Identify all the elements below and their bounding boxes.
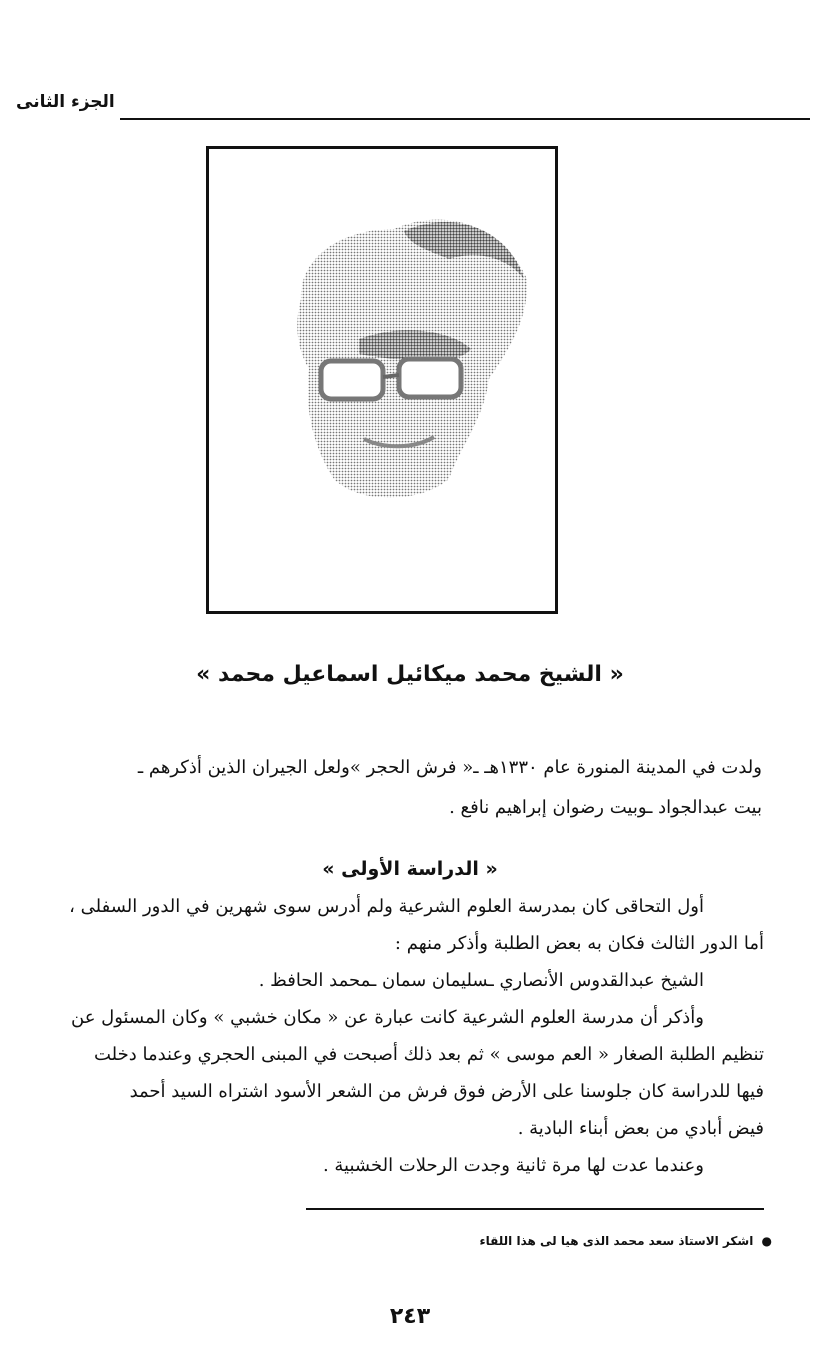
paragraph-line: وعندما عدت لها مرة ثانية وجدت الرحلات الخشبية . — [322, 1155, 704, 1176]
photo-caption: « الشيخ محمد ميكائيل اسماعيل محمد » — [196, 662, 624, 687]
footnote-bullet-icon: ● — [761, 1234, 772, 1248]
paragraph-line: أما الدور الثالث فكان به بعض الطلبة وأذكر منهم : — [394, 933, 764, 954]
page-number: ٢٤٣ — [389, 1304, 431, 1329]
page-header — [12, 90, 810, 124]
header-title: الجزء الثانى — [16, 92, 115, 112]
paragraph-line: تنظيم الطلبة الصغار « العم موسى » ثم بعد ذلك أصبحت في المبنى الحجري وعندما دخلت — [93, 1044, 764, 1065]
paragraph-line: الشيخ عبدالقدوس الأنصاري ـسليمان سمان ـمحمد الحافظ . — [258, 970, 704, 991]
paragraph-line: بيت عبدالجواد ـوبيت رضوان إبراهيم نافع . — [449, 797, 762, 818]
footnote-rule — [306, 1208, 764, 1210]
portrait-photo-icon — [209, 149, 555, 611]
footnote-text: اشكر الاستاذ سعد محمد الذى هيا لى هذا اللقاء — [479, 1234, 754, 1248]
section-heading: « الدراسة الأولى » — [322, 858, 498, 880]
paragraph-line: فيها للدراسة كان جلوسنا على الأرض فوق فرش من الشعر الأسود اشتراه السيد أحمد — [129, 1081, 764, 1102]
paragraph-line: أول التحاقى كان بمدرسة العلوم الشرعية ولم أدرس سوى شهرين في الدور السفلى ، — [69, 896, 704, 917]
paragraph-line: فيض أبادي من بعض أبناء البادية . — [517, 1118, 764, 1139]
portrait-photo — [206, 146, 558, 614]
paragraph-line: ولدت في المدينة المنورة عام ١٣٣٠هـ ـ« فرش الحجر »ولعل الجيران الذين أذكرهم ـ — [137, 757, 762, 778]
footnote — [479, 1234, 772, 1248]
header-rule — [120, 118, 810, 120]
paragraph-birth — [42, 748, 762, 828]
paragraph-study — [0, 888, 764, 1184]
paragraph-line: وأذكر أن مدرسة العلوم الشرعية كانت عبارة عن « مكان خشبي » وكان المسئول عن — [71, 1007, 704, 1028]
